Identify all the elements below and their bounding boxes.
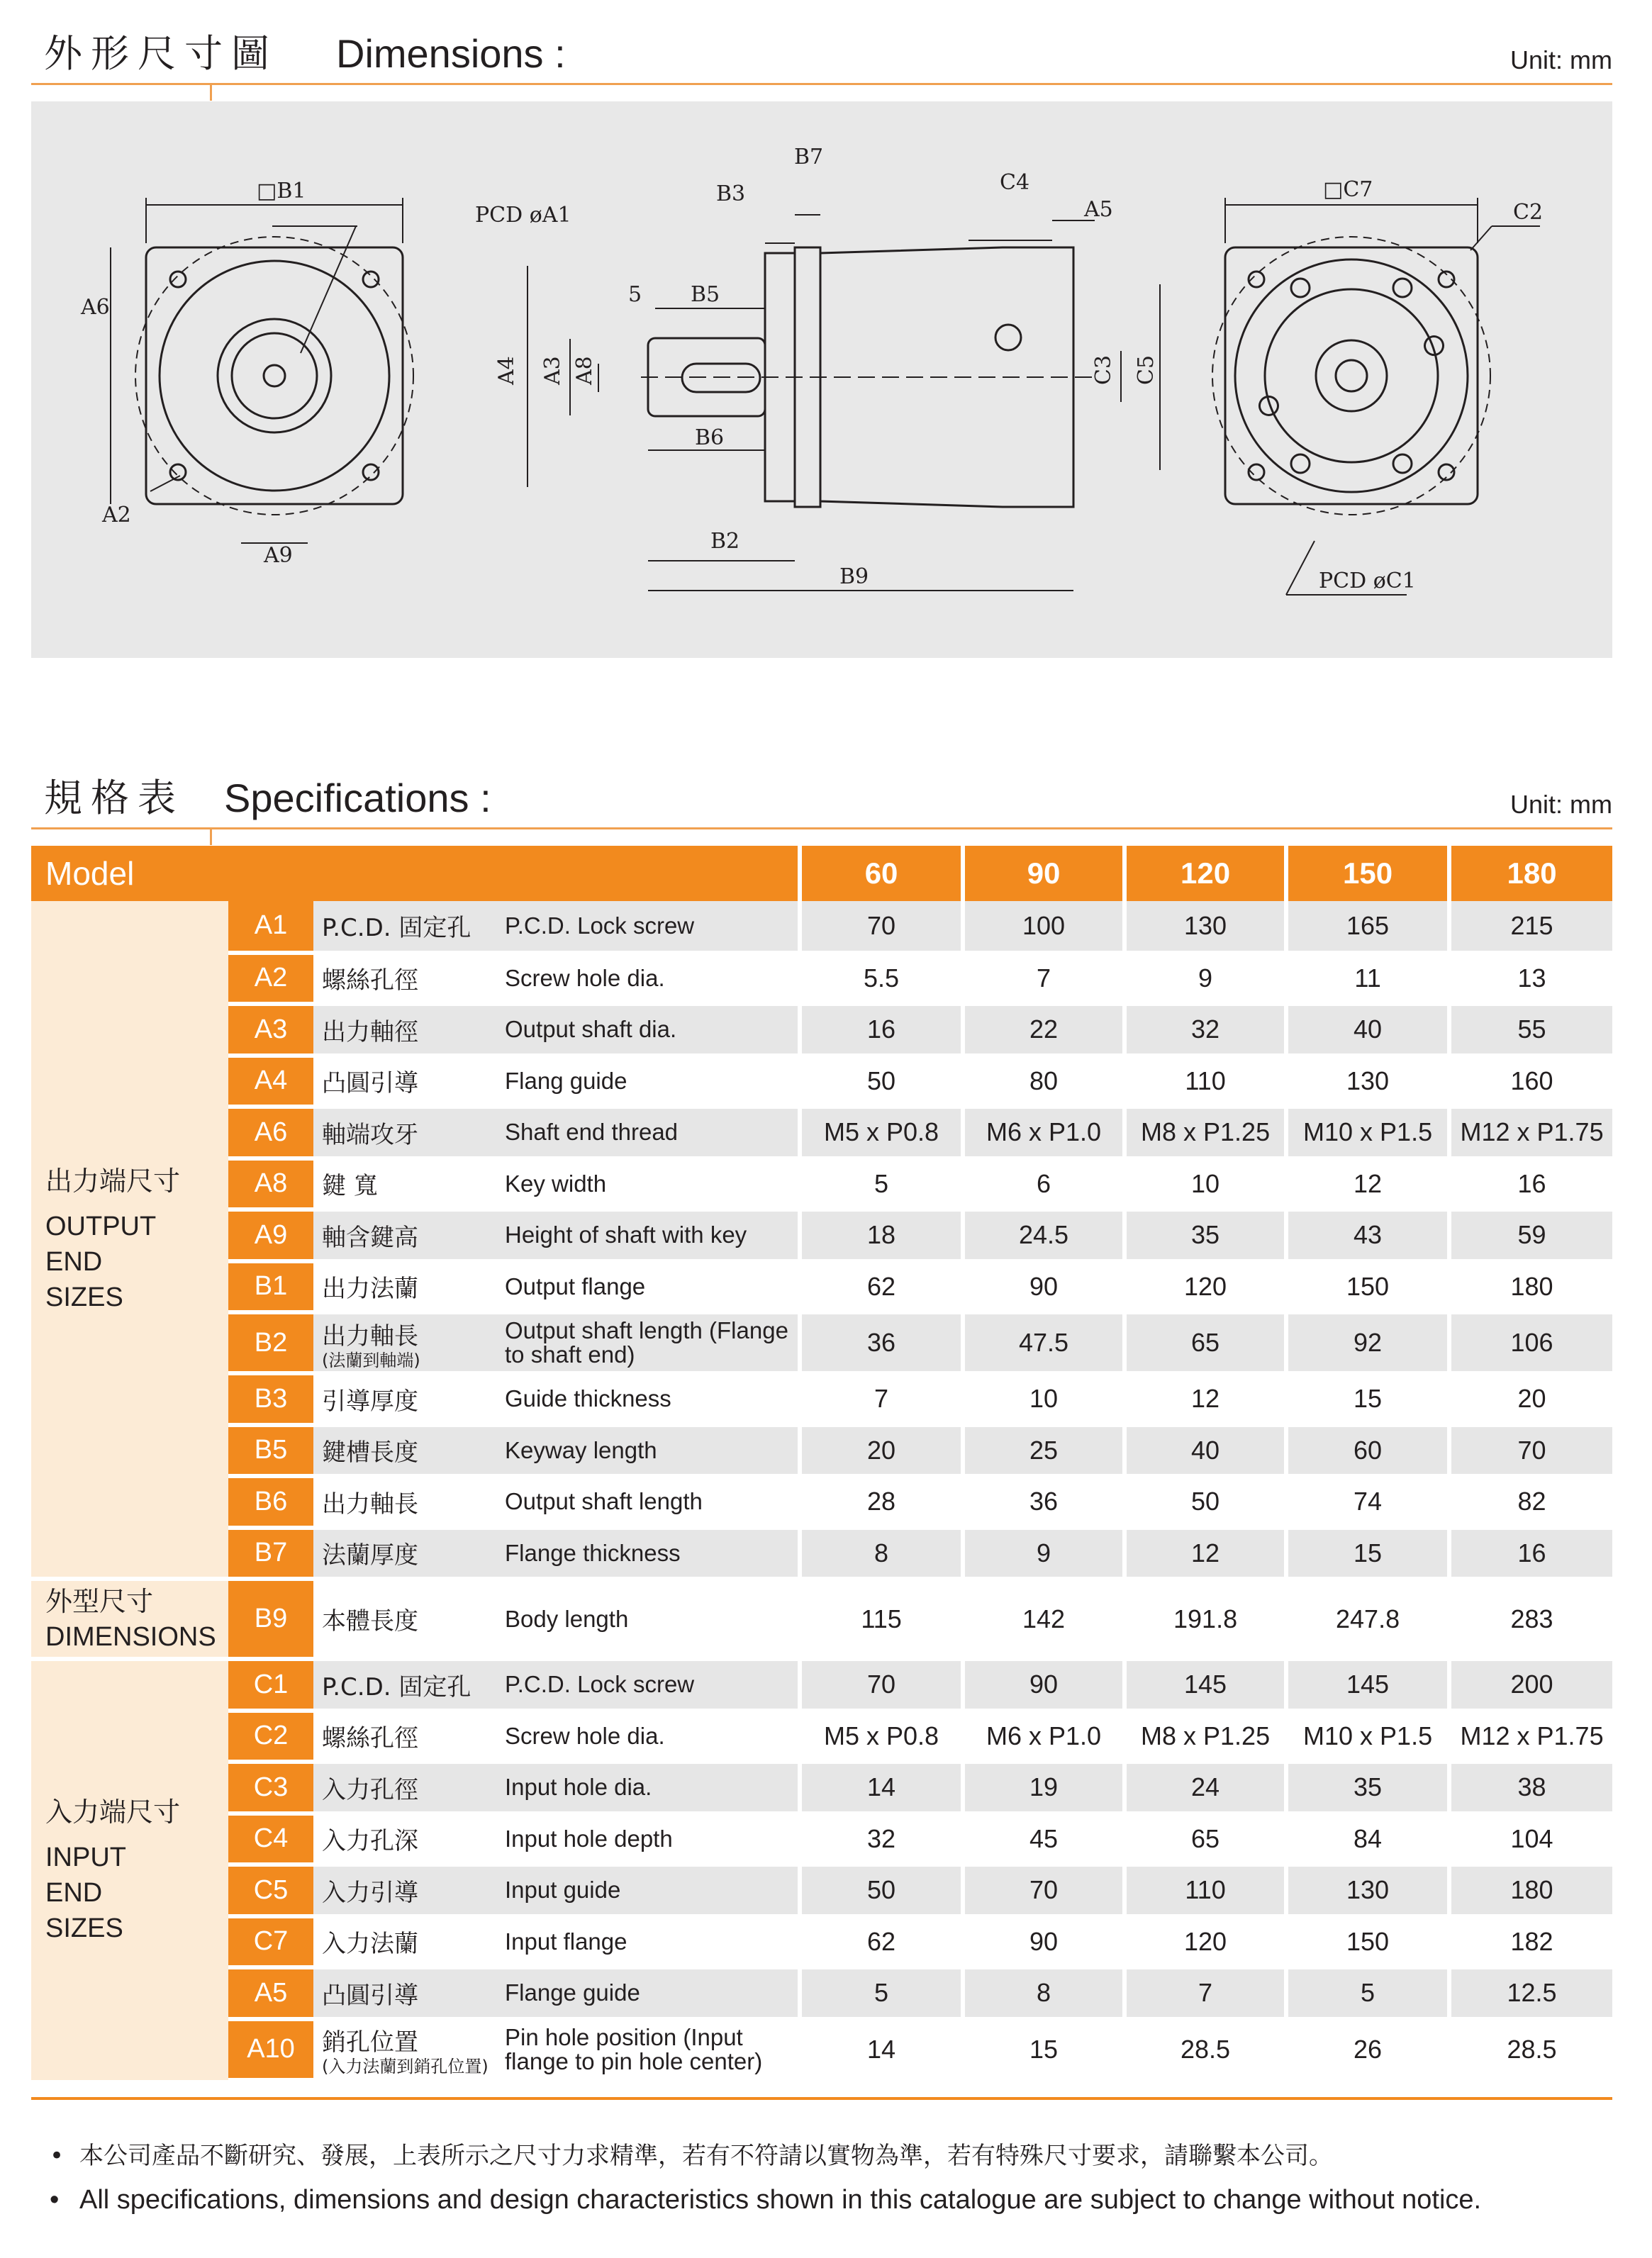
label-a8: A8 — [572, 356, 597, 385]
cell-value: 18 — [800, 1209, 963, 1261]
row-code: B7 — [228, 1528, 313, 1580]
cell-value: 90 — [963, 1916, 1124, 1968]
table-row — [31, 1209, 1612, 1261]
side-pin-hole — [995, 325, 1021, 350]
row-code: C3 — [228, 1762, 313, 1813]
cell-value: 62 — [800, 1261, 963, 1313]
cell-value: M10 x P1.5 — [1286, 1107, 1449, 1158]
row-name-en: Keyway length — [502, 1425, 800, 1477]
cell-value: 92 — [1286, 1312, 1449, 1373]
table-row — [31, 1762, 1612, 1813]
row-name-zh — [313, 1967, 502, 2019]
row-name-zh-text: 法蘭厚度 — [322, 1541, 418, 1570]
cell-value: 59 — [1449, 1209, 1612, 1261]
cell-value: 182 — [1449, 1916, 1612, 1968]
cell-value: M10 x P1.5 — [1286, 1711, 1449, 1762]
cell-value: M5 x P0.8 — [800, 1711, 963, 1762]
row-name-en: P.C.D. Lock screw — [502, 901, 800, 953]
label-c4: C4 — [1000, 170, 1030, 195]
cell-value: 130 — [1286, 1865, 1449, 1916]
rear-body-circle — [1235, 259, 1468, 492]
table-row — [31, 1261, 1612, 1313]
drawing-svg — [31, 101, 1612, 658]
cell-value: 14 — [800, 1762, 963, 1813]
specifications-body — [31, 901, 1612, 2080]
cell-value: M5 x P0.8 — [800, 1107, 963, 1158]
cell-value: 82 — [1449, 1476, 1612, 1528]
table-header-row — [31, 846, 1612, 901]
row-name-en: Input hole depth — [502, 1813, 800, 1865]
dimensions-rule-tick — [210, 85, 212, 101]
cell-value: M6 x P1.0 — [963, 1107, 1124, 1158]
row-name-zh — [313, 1659, 502, 1711]
row-name-en: Input hole dia. — [502, 1762, 800, 1813]
cell-value: M12 x P1.75 — [1449, 1711, 1612, 1762]
label-c7: □C7 — [1323, 177, 1373, 202]
table-row — [31, 1813, 1612, 1865]
label-5: 5 — [628, 282, 642, 307]
row-name-zh — [313, 1865, 502, 1916]
cell-value: 20 — [800, 1425, 963, 1477]
cell-value: 9 — [1124, 953, 1286, 1005]
row-name-en: Guide thickness — [502, 1373, 800, 1425]
cell-value: 25 — [963, 1425, 1124, 1477]
cell-value: 35 — [1286, 1762, 1449, 1813]
row-name-zh — [313, 1004, 502, 1056]
row-code: B9 — [228, 1579, 313, 1659]
cell-value: 65 — [1124, 1813, 1286, 1865]
cell-value: 70 — [1449, 1425, 1612, 1477]
label-a6: A6 — [81, 295, 110, 320]
row-name-en: Pin hole position (Input flange to pin hole center) — [502, 2019, 800, 2080]
cell-value: 50 — [800, 1865, 963, 1916]
cell-value: 90 — [963, 1261, 1124, 1313]
row-code: B5 — [228, 1425, 313, 1477]
cell-value: 145 — [1286, 1659, 1449, 1711]
table-row — [31, 1004, 1612, 1056]
row-name-en: Shaft end thread — [502, 1107, 800, 1158]
dimensions-rule — [31, 83, 1612, 85]
row-name-en: Input flange — [502, 1916, 800, 1968]
row-name-zh-text: P.C.D. 固定孔 — [322, 1672, 471, 1701]
row-name-zh — [313, 953, 502, 1005]
row-name-en: Output shaft length — [502, 1476, 800, 1528]
cell-value: 5.5 — [800, 953, 963, 1005]
cell-value: 106 — [1449, 1312, 1612, 1373]
model-label: Model — [31, 846, 800, 901]
cell-value: 150 — [1286, 1916, 1449, 1968]
table-row — [31, 1916, 1612, 1968]
model-col: 150 — [1286, 846, 1449, 901]
label-b1: □B1 — [257, 179, 306, 203]
label-b2: B2 — [710, 529, 740, 554]
row-name-zh — [313, 1209, 502, 1261]
label-a2: A2 — [102, 503, 131, 527]
row-name-en: Output shaft dia. — [502, 1004, 800, 1056]
dimensions-unit: Unit: mm — [1510, 45, 1612, 74]
front-bolt-holes — [170, 272, 379, 480]
row-name-zh — [313, 1312, 502, 1373]
label-b7: B7 — [794, 145, 824, 169]
rear-flange — [1225, 247, 1478, 504]
notes — [47, 2134, 1621, 2222]
row-name-en: Screw hole dia. — [502, 1711, 800, 1762]
row-code: A2 — [228, 953, 313, 1005]
row-name-zh — [313, 1579, 502, 1659]
row-name-zh-text: 入力引導 — [322, 1878, 418, 1907]
row-code: A5 — [228, 1967, 313, 2019]
row-code: A4 — [228, 1056, 313, 1107]
group-name-zh: 外型尺寸 — [45, 1585, 154, 1617]
cell-value: 5 — [800, 1967, 963, 2019]
cell-value: 43 — [1286, 1209, 1449, 1261]
table-row — [31, 1425, 1612, 1477]
model-col: 180 — [1449, 846, 1612, 901]
group-name-zh: 入力端尺寸 — [45, 1796, 181, 1828]
front-shaft-outer — [218, 319, 331, 432]
cell-value: 24 — [1124, 1762, 1286, 1813]
cell-value: 62 — [800, 1916, 963, 1968]
cell-value: 142 — [963, 1579, 1124, 1659]
row-code: C1 — [228, 1659, 313, 1711]
table-row — [31, 901, 1612, 953]
row-name-zh-text: 鍵 寬 — [322, 1172, 378, 1201]
row-code: A3 — [228, 1004, 313, 1056]
table-row — [31, 953, 1612, 1005]
row-code: A8 — [228, 1158, 313, 1210]
cell-value: 10 — [1124, 1158, 1286, 1210]
dimensions-title-zh: 外形尺寸圖 — [44, 31, 278, 76]
note-zh — [47, 2134, 1621, 2178]
row-name-zh — [313, 1261, 502, 1313]
row-name-zh-text: 入力法蘭 — [322, 1930, 418, 1959]
cell-value: 180 — [1449, 1261, 1612, 1313]
table-row — [31, 1312, 1612, 1373]
table-bottom-rule — [31, 2097, 1612, 2100]
row-code: B2 — [228, 1312, 313, 1373]
row-name-en: Body length — [502, 1579, 800, 1659]
cell-value: 36 — [963, 1476, 1124, 1528]
specifications-table — [31, 846, 1612, 2082]
row-name-zh — [313, 1373, 502, 1425]
cell-value: 6 — [963, 1158, 1124, 1210]
rear-bolt-holes — [1249, 272, 1454, 480]
front-shaft-hole — [264, 365, 285, 386]
cell-value: 38 — [1449, 1762, 1612, 1813]
label-b6: B6 — [695, 425, 725, 450]
cell-value: 12 — [1124, 1528, 1286, 1580]
row-code: C5 — [228, 1865, 313, 1916]
cell-value: 247.8 — [1286, 1579, 1449, 1659]
cell-value: 16 — [800, 1004, 963, 1056]
row-name-en: Flange guide — [502, 1967, 800, 2019]
specifications-header — [31, 773, 1612, 829]
cell-value: 9 — [963, 1528, 1124, 1580]
group-label — [31, 901, 228, 1579]
label-a5: A5 — [1084, 197, 1113, 222]
cell-value: 47.5 — [963, 1312, 1124, 1373]
cell-value: 130 — [1124, 901, 1286, 953]
row-name-en: Flang guide — [502, 1056, 800, 1107]
cell-value: 80 — [963, 1056, 1124, 1107]
cell-value: 26 — [1286, 2019, 1449, 2080]
cell-value: 145 — [1124, 1659, 1286, 1711]
cell-value: 8 — [963, 1967, 1124, 2019]
cell-value: 15 — [1286, 1528, 1449, 1580]
cell-value: 120 — [1124, 1261, 1286, 1313]
cell-value: 110 — [1124, 1865, 1286, 1916]
cell-value: M8 x P1.25 — [1124, 1107, 1286, 1158]
row-name-zh-text: 軸含鍵高 — [322, 1223, 418, 1252]
cell-value: 7 — [1124, 1967, 1286, 2019]
cell-value: 55 — [1449, 1004, 1612, 1056]
cell-value: 215 — [1449, 901, 1612, 953]
cell-value: 5 — [1286, 1967, 1449, 2019]
cell-value: 35 — [1124, 1209, 1286, 1261]
row-code: A1 — [228, 901, 313, 953]
row-name-zh-text: 銷孔位置 — [322, 2028, 418, 2057]
cell-value: 15 — [963, 2019, 1124, 2080]
cell-value: 60 — [1286, 1425, 1449, 1477]
cell-value: 110 — [1124, 1056, 1286, 1107]
table-row — [31, 1659, 1612, 1711]
group-name-en: DIMENSIONS — [45, 1621, 216, 1652]
label-pcd-a1: PCD øA1 — [475, 203, 571, 228]
group-name-zh: 出力端尺寸 — [45, 1165, 181, 1197]
row-name-zh — [313, 1425, 502, 1477]
cell-value: 10 — [963, 1373, 1124, 1425]
row-name-zh-text: 入力孔深 — [322, 1827, 418, 1856]
cell-value: 160 — [1449, 1056, 1612, 1107]
row-code: C2 — [228, 1711, 313, 1762]
cell-value: 40 — [1286, 1004, 1449, 1056]
cell-value: 7 — [800, 1373, 963, 1425]
row-name-en: Screw hole dia. — [502, 953, 800, 1005]
cell-value: 15 — [1286, 1373, 1449, 1425]
row-name-zh — [313, 1528, 502, 1580]
row-name-zh-text: 軸端攻牙 — [322, 1120, 418, 1149]
front-flange — [146, 247, 403, 504]
group-name-en: OUTPUT END SIZES — [45, 1211, 156, 1312]
label-b5: B5 — [691, 282, 720, 307]
rear-input-hole — [1316, 340, 1387, 411]
table-row — [31, 1579, 1612, 1659]
cell-value: 70 — [963, 1865, 1124, 1916]
cell-value: 115 — [800, 1579, 963, 1659]
cell-value: 36 — [800, 1312, 963, 1373]
row-name-zh-text: 凸圓引導 — [322, 1069, 418, 1098]
table-row — [31, 2019, 1612, 2080]
label-b9: B9 — [839, 564, 869, 589]
group-label — [31, 1579, 228, 1659]
table-row — [31, 1158, 1612, 1210]
row-name-zh-text: 出力軸長 — [322, 1321, 418, 1351]
cell-value: 12 — [1124, 1373, 1286, 1425]
dimension-drawing — [31, 101, 1612, 658]
row-name-zh — [313, 1916, 502, 1968]
table-row — [31, 1967, 1612, 2019]
row-name-en: Input guide — [502, 1865, 800, 1916]
cell-value: 45 — [963, 1813, 1124, 1865]
bullet-icon: • — [50, 2185, 60, 2215]
cell-value: 28.5 — [1449, 2019, 1612, 2080]
row-name-zh-text: 出力軸徑 — [322, 1017, 418, 1046]
cell-value: 16 — [1449, 1158, 1612, 1210]
note-en — [47, 2178, 1621, 2222]
label-pcd-c1: PCD øC1 — [1319, 569, 1416, 593]
row-name-zh-text: 本體長度 — [322, 1607, 418, 1636]
cell-value: 12.5 — [1449, 1967, 1612, 2019]
cell-value: 70 — [800, 1659, 963, 1711]
specifications-title-en: Specifications : — [224, 776, 491, 820]
row-name-en: Height of shaft with key — [502, 1209, 800, 1261]
cell-value: 84 — [1286, 1813, 1449, 1865]
row-code: A10 — [228, 2019, 313, 2080]
row-code: B1 — [228, 1261, 313, 1313]
row-name-zh — [313, 1711, 502, 1762]
cell-value: 22 — [963, 1004, 1124, 1056]
row-code: A9 — [228, 1209, 313, 1261]
table-row — [31, 1711, 1612, 1762]
label-c5: C5 — [1134, 354, 1159, 385]
row-name-zh — [313, 1762, 502, 1813]
cell-value: 165 — [1286, 901, 1449, 953]
bullet-icon: • — [50, 2142, 65, 2170]
row-name-zh-text: 螺絲孔徑 — [322, 966, 418, 995]
group-label — [31, 1659, 228, 2080]
row-name-zh-text: P.C.D. 固定孔 — [322, 914, 471, 943]
model-col: 90 — [963, 846, 1124, 901]
row-name-zh — [313, 1056, 502, 1107]
table-row — [31, 1373, 1612, 1425]
cell-value: 70 — [800, 901, 963, 953]
label-c2: C2 — [1513, 200, 1544, 225]
cell-value: 19 — [963, 1762, 1124, 1813]
row-code: C4 — [228, 1813, 313, 1865]
model-col: 60 — [800, 846, 963, 901]
cell-value: 8 — [800, 1528, 963, 1580]
table-row — [31, 1476, 1612, 1528]
cell-value: 104 — [1449, 1813, 1612, 1865]
table-row — [31, 1107, 1612, 1158]
front-pcd-circle — [135, 237, 413, 515]
cell-value: 28 — [800, 1476, 963, 1528]
cell-value: 7 — [963, 953, 1124, 1005]
specifications-rule-tick — [210, 829, 212, 845]
cell-value: 32 — [1124, 1004, 1286, 1056]
row-code: C7 — [228, 1916, 313, 1968]
cell-value: 65 — [1124, 1312, 1286, 1373]
row-name-zh-sub: (入力法蘭到銷孔位置) — [322, 2057, 489, 2077]
row-name-zh-text: 出力法蘭 — [322, 1275, 418, 1304]
row-name-zh — [313, 1158, 502, 1210]
cell-value: 11 — [1286, 953, 1449, 1005]
note-en-text: All specifications, dimensions and design characteristics shown in this catalogue are subject to change without notice. — [79, 2185, 1482, 2215]
row-name-en: Output flange — [502, 1261, 800, 1313]
row-name-zh — [313, 901, 502, 953]
row-name-en: Output shaft length (Flange to shaft end) — [502, 1312, 800, 1373]
cell-value: 191.8 — [1124, 1579, 1286, 1659]
cell-value: 50 — [800, 1056, 963, 1107]
model-col: 120 — [1124, 846, 1286, 901]
row-name-zh — [313, 1107, 502, 1158]
row-name-zh-text: 凸圓引導 — [322, 1981, 418, 2010]
cell-value: 24.5 — [963, 1209, 1124, 1261]
row-name-zh-text: 引導厚度 — [322, 1387, 418, 1416]
cell-value: 180 — [1449, 1865, 1612, 1916]
row-name-en: Flange thickness — [502, 1528, 800, 1580]
cell-value: 150 — [1286, 1261, 1449, 1313]
row-name-zh-sub: (法蘭到軸端) — [322, 1350, 420, 1370]
cell-value: 32 — [800, 1813, 963, 1865]
cell-value: 16 — [1449, 1528, 1612, 1580]
cell-value: 90 — [963, 1659, 1124, 1711]
dimensions-header — [31, 28, 1612, 85]
rear-input-bore — [1336, 360, 1367, 391]
cell-value: 130 — [1286, 1056, 1449, 1107]
table-row — [31, 1056, 1612, 1107]
cell-value: 13 — [1449, 953, 1612, 1005]
cell-value: 100 — [963, 901, 1124, 953]
cell-value: M8 x P1.25 — [1124, 1711, 1286, 1762]
group-name-en: INPUT END SIZES — [45, 1843, 126, 1944]
cell-value: 74 — [1286, 1476, 1449, 1528]
row-code: B6 — [228, 1476, 313, 1528]
table-row — [31, 1528, 1612, 1580]
row-name-en: Key width — [502, 1158, 800, 1210]
rear-pilot — [1265, 289, 1438, 462]
row-code: B3 — [228, 1373, 313, 1425]
row-name-zh-text: 鍵槽長度 — [322, 1438, 418, 1468]
cell-value: 283 — [1449, 1579, 1612, 1659]
label-a3: A3 — [540, 356, 565, 385]
specifications-rule — [31, 827, 1612, 829]
cell-value: 40 — [1124, 1425, 1286, 1477]
row-name-zh-text: 入力孔徑 — [322, 1775, 418, 1804]
label-b3: B3 — [716, 181, 746, 206]
cell-value: 28.5 — [1124, 2019, 1286, 2080]
rear-pcd-circle — [1212, 237, 1490, 515]
row-name-zh-text: 螺絲孔徑 — [322, 1724, 418, 1753]
specifications-title-zh: 規格表 — [44, 776, 184, 820]
row-name-en: P.C.D. Lock screw — [502, 1659, 800, 1711]
cell-value: 200 — [1449, 1659, 1612, 1711]
cell-value: 50 — [1124, 1476, 1286, 1528]
front-pilot — [160, 261, 389, 491]
label-a9: A9 — [264, 543, 293, 568]
row-code: A6 — [228, 1107, 313, 1158]
note-zh-text: 本公司產品不斷研究、發展，上表所示之尺寸力求精準，若有不符請以實物為準，若有特殊尺寸要求，請聯繫本公司。 — [79, 2142, 1333, 2170]
row-name-zh — [313, 2019, 502, 2080]
label-c3: C3 — [1091, 354, 1116, 385]
specifications-unit: Unit: mm — [1510, 790, 1612, 819]
dimensions-title-en: Dimensions : — [336, 31, 566, 76]
table-row — [31, 1865, 1612, 1916]
label-a4: A4 — [494, 356, 519, 385]
cell-value: M6 x P1.0 — [963, 1711, 1124, 1762]
row-name-zh-text: 出力軸長 — [322, 1490, 418, 1519]
cell-value: 14 — [800, 2019, 963, 2080]
row-name-zh — [313, 1813, 502, 1865]
cell-value: 20 — [1449, 1373, 1612, 1425]
cell-value: 5 — [800, 1158, 963, 1210]
cell-value: M12 x P1.75 — [1449, 1107, 1612, 1158]
row-name-zh — [313, 1476, 502, 1528]
cell-value: 12 — [1286, 1158, 1449, 1210]
cell-value: 120 — [1124, 1916, 1286, 1968]
